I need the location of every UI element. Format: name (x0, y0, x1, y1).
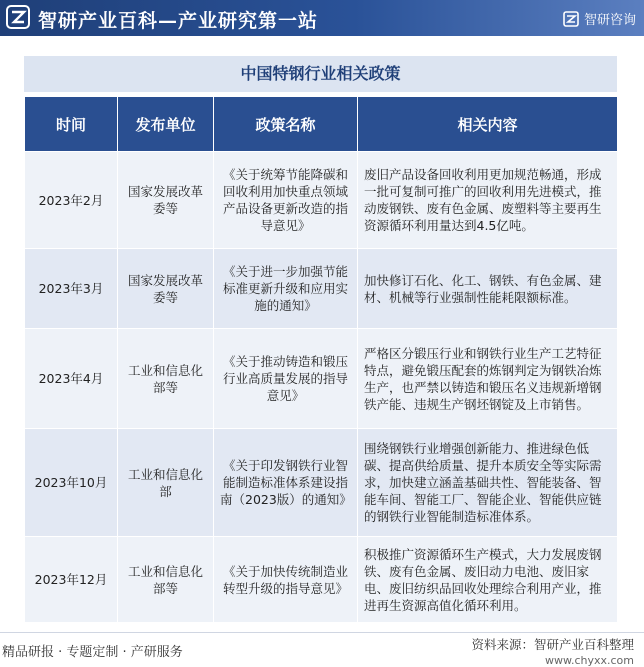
footer-source-block (471, 635, 634, 667)
cell-content: 加快修订石化、化工、钢铁、有色金属、建材、机械等行业强制性能耗限额标准。 (358, 249, 618, 329)
cell-issuer: 国家发展改革委等 (118, 152, 214, 249)
column-header-issuer: 发布单位 (118, 97, 214, 152)
cell-policy: 《关于统筹节能降碳和回收利用加快重点领域产品设备更新改造的指导意见》 (214, 152, 358, 249)
cell-content: 围绕钢铁行业增强创新能力、推进绿色低碳、提高供给质量、提升本质安全等实际需求，加快建立涵盖基础共性、智能装备、智能车间、智能工厂、智能企业、智能供应链的钢铁行业智能制造标准体系。 (358, 429, 618, 537)
cell-content: 废旧产品设备回收利用更加规范畅通，形成一批可复制可推广的回收利用先进模式，推动废钢铁、废有色金属、废塑料等主要再生资源循环利用量达到4.5亿吨。 (358, 152, 618, 249)
cell-issuer: 工业和信息化部等 (118, 537, 214, 623)
column-header-policy: 政策名称 (214, 97, 358, 152)
table-row (25, 152, 618, 249)
table-row (25, 429, 618, 537)
brand-logo (563, 9, 636, 28)
footer-services: 精品研报 · 专题定制 · 产研服务 (2, 645, 183, 660)
cell-policy: 《关于推动铸造和锻压行业高质量发展的指导意见》 (214, 329, 358, 429)
cell-issuer: 工业和信息化部等 (118, 329, 214, 429)
cell-time: 2023年3月 (25, 249, 118, 329)
zhiyan-logo-icon (6, 5, 30, 29)
policy-table (24, 96, 618, 623)
cell-time: 2023年2月 (25, 152, 118, 249)
table-header-row (25, 97, 618, 152)
cell-policy: 《关于印发钢铁行业智能制造标准体系建设指南（2023版）的通知》 (214, 429, 358, 537)
cell-content: 严格区分锻压行业和钢铁行业生产工艺特征特点，避免锻压配套的炼钢判定为钢铁冶炼生产，也严禁以铸造和锻压名义违规新增钢铁产能、违规生产钢坯钢锭及上市销售。 (358, 329, 618, 429)
table-title: 中国特钢行业相关政策 (24, 56, 617, 92)
table-row (25, 249, 618, 329)
banner-title: 智研产业百科—产业研究第一站 (38, 10, 319, 32)
policy-table-container (24, 56, 617, 623)
zhiyan-brand-icon (563, 11, 579, 27)
table-row (25, 329, 618, 429)
source-note: 资料来源：智研产业百科整理 (471, 637, 634, 652)
cell-time: 2023年4月 (25, 329, 118, 429)
website-url[interactable]: www.chyxx.com (544, 654, 634, 667)
column-header-content: 相关内容 (358, 97, 618, 152)
cell-time: 2023年12月 (25, 537, 118, 623)
column-header-time: 时间 (25, 97, 118, 152)
top-banner (0, 0, 644, 36)
cell-policy: 《关于进一步加强节能标准更新升级和应用实施的通知》 (214, 249, 358, 329)
cell-issuer: 工业和信息化部 (118, 429, 214, 537)
cell-issuer: 国家发展改革委等 (118, 249, 214, 329)
cell-policy: 《关于加快传统制造业转型升级的指导意见》 (214, 537, 358, 623)
table-row (25, 537, 618, 623)
footer (0, 632, 644, 665)
brand-name: 智研咨询 (583, 13, 636, 28)
cell-content: 积极推广资源循环生产模式，大力发展废钢铁、废有色金属、废旧动力电池、废旧家电、废旧纺织品回收处理综合利用产业，推进再生资源高值化循环利用。 (358, 537, 618, 623)
cell-time: 2023年10月 (25, 429, 118, 537)
